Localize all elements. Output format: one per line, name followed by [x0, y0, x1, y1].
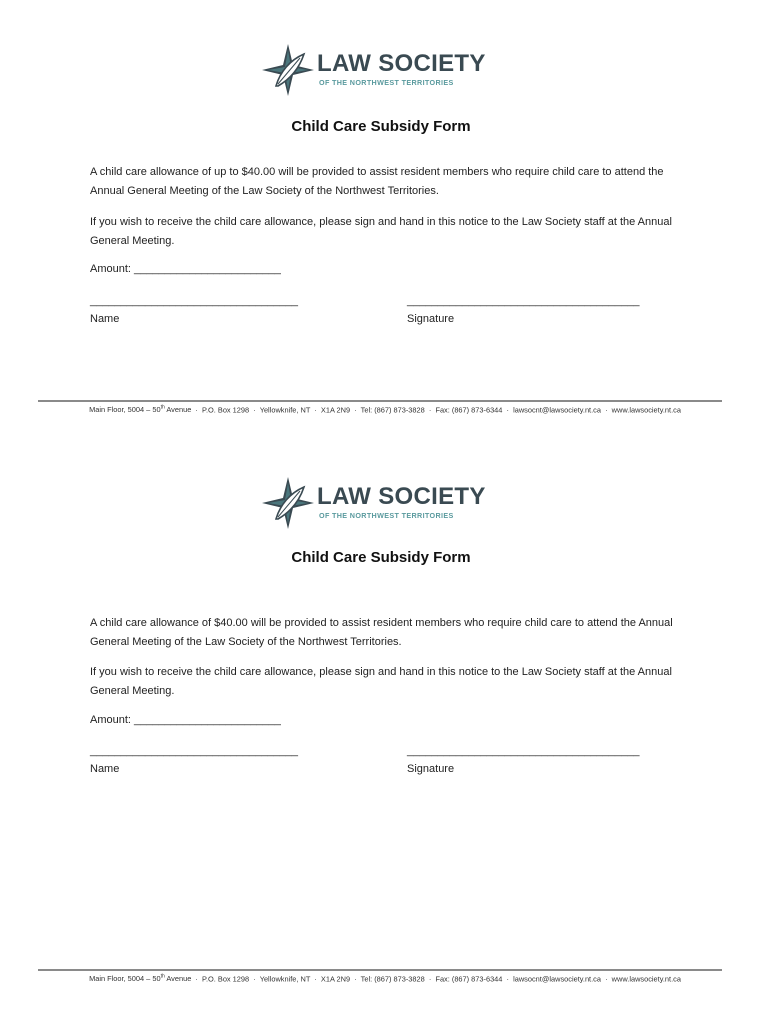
signature-field[interactable]: ______________________________________: [407, 745, 640, 757]
footer-po-box: P.O. Box 1298: [202, 974, 250, 984]
name-field[interactable]: __________________________________: [90, 295, 299, 307]
footer-city: Yellowknife, NT: [259, 974, 311, 984]
logo-name: LAW SOCIETY: [317, 483, 486, 510]
footer-fax: Fax: (867) 873-6344: [435, 974, 503, 984]
footer-tel: Tel: (867) 873-3828: [360, 974, 425, 984]
compass-feather-icon: [262, 477, 314, 529]
law-society-logo: [262, 477, 486, 529]
footer-postal: X1A 2N9: [320, 974, 351, 984]
footer-city: Yellowknife, NT: [259, 405, 311, 415]
form-title: Child Care Subsidy Form: [291, 549, 471, 566]
amount-field[interactable]: Amount: ________________________: [90, 714, 281, 726]
footer-address: Main Floor, 5004 – 50th Avenue: [89, 974, 192, 984]
law-society-logo: [262, 44, 486, 96]
footer-website[interactable]: www.lawsociety.nt.ca: [611, 405, 681, 415]
footer-contact: Main Floor, 5004 – 50th Avenue · P.O. Box 1298 · Yellowknife, NT · X1A 2N9 · Tel: (867) 873-3828 · Fax: (867) 873-6344 · lawsocnt@lawsociety.nt.ca · www.lawsociety.nt.ca: [89, 974, 681, 984]
name-field[interactable]: __________________________________: [90, 745, 299, 757]
name-label: Name: [90, 763, 120, 775]
compass-feather-icon: [262, 44, 314, 96]
signature-label: Signature: [407, 763, 455, 775]
allowance-paragraph: A child care allowance of $40.00 will be provided to assist resident members who require child care to attend the Annual General Meeting of the Law Society of the Northwest Territories.: [90, 617, 673, 648]
footer-po-box: P.O. Box 1298: [202, 405, 250, 415]
footer-website[interactable]: www.lawsociety.nt.ca: [611, 974, 681, 984]
footer-divider: [38, 969, 722, 971]
footer-contact: Main Floor, 5004 – 50th Avenue · P.O. Box 1298 · Yellowknife, NT · X1A 2N9 · Tel: (867) 873-3828 · Fax: (867) 873-6344 · lawsocnt@lawsociety.nt.ca · www.lawsociety.nt.ca: [89, 405, 681, 415]
footer-fax: Fax: (867) 873-6344: [435, 405, 503, 415]
logo-subtitle: OF THE NORTHWEST TERRITORIES: [319, 78, 454, 87]
footer-divider: [38, 400, 722, 402]
footer-tel: Tel: (867) 873-3828: [360, 405, 425, 415]
footer-postal: X1A 2N9: [320, 405, 351, 415]
footer-email[interactable]: lawsocnt@lawsociety.nt.ca: [513, 974, 601, 984]
instructions-paragraph: If you wish to receive the child care allowance, please sign and hand in this notice to the Law Society staff at the Annual General Meeting.: [90, 216, 672, 247]
allowance-paragraph: A child care allowance of up to $40.00 will be provided to assist resident members who require child care to attend the Annual General Meeting of the Law Society of the Northwest Territories.: [90, 166, 664, 197]
footer-email[interactable]: lawsocnt@lawsociety.nt.ca: [513, 405, 601, 415]
logo-subtitle: OF THE NORTHWEST TERRITORIES: [319, 511, 454, 520]
amount-field[interactable]: Amount: ________________________: [90, 263, 281, 275]
signature-label: Signature: [407, 313, 455, 325]
instructions-paragraph: If you wish to receive the child care allowance, please sign and hand in this notice to the Law Society staff at the Annual General Meeting.: [90, 666, 672, 697]
footer-address: Main Floor, 5004 – 50th Avenue: [89, 405, 192, 415]
logo-name: LAW SOCIETY: [317, 50, 486, 77]
name-label: Name: [90, 313, 120, 325]
form-title: Child Care Subsidy Form: [291, 118, 471, 135]
signature-field[interactable]: ______________________________________: [407, 295, 640, 307]
